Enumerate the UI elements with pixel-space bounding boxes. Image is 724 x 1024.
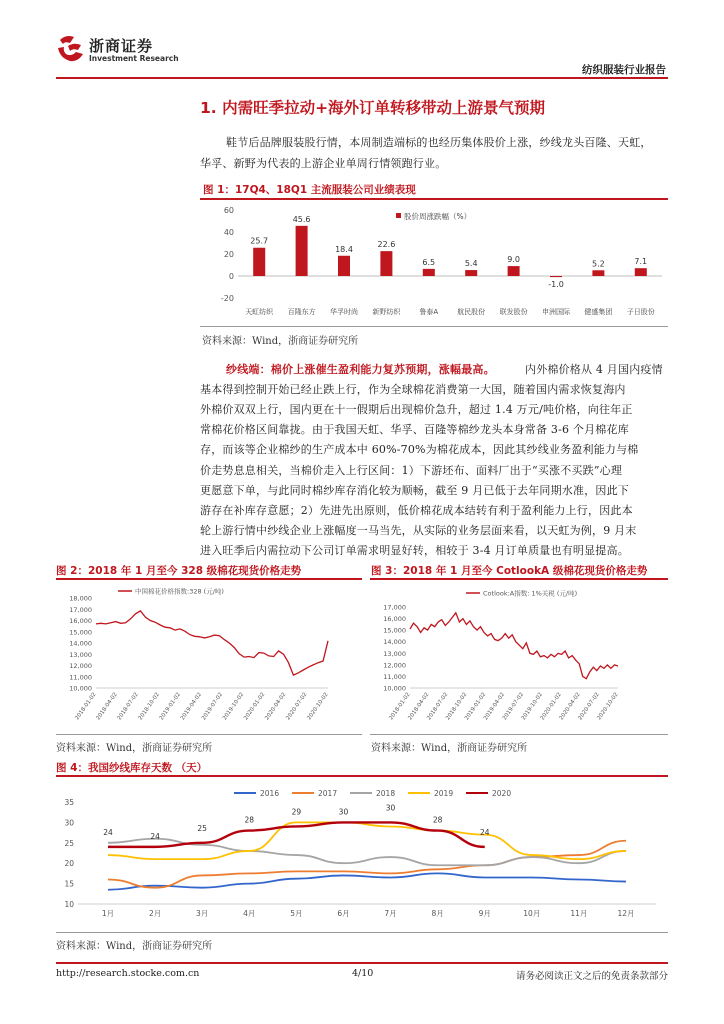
figure-4-bottom-rule: [56, 932, 668, 933]
bar-value-label: 5.4: [464, 259, 478, 269]
x-tick-label: 航民股份: [457, 308, 486, 316]
x-tick-label: 5月: [290, 909, 303, 918]
bar: [465, 270, 477, 276]
data-label: 30: [338, 807, 349, 817]
y-tick-label: 0: [228, 272, 234, 281]
body-line-9: 进入旺季后内需拉动下公司订单需求明显好转，相较于 3-4 月订单质量也有明显提高。: [200, 543, 629, 557]
x-tick-label: 2月: [148, 909, 162, 918]
x-tick-label: 2018-01-02: [388, 691, 412, 722]
y-tick-label: 17,000: [69, 605, 92, 614]
x-tick-label: 4月: [243, 909, 256, 918]
body-line-4: 存，而该等企业棉纱的生产成本中 60%-70%为棉花成本，因此其纱线业务盈利能力与棉: [200, 443, 639, 457]
footer-url[interactable]: http://research.stocke.com.cn: [56, 968, 200, 979]
y-tick-label: 12,000: [69, 662, 92, 670]
legend-label: Cotlook:A指数: 1%关税 (元/吨): [483, 589, 578, 598]
series-line-2017: [108, 841, 626, 888]
y-tick-label: 13,000: [383, 649, 406, 658]
x-tick-label: 9月: [478, 909, 491, 918]
y-tick-label: 11,000: [69, 673, 92, 682]
legend-label: 2019: [434, 789, 454, 798]
x-tick-label: 2019-04-02: [482, 691, 507, 722]
y-tick-label: 11,000: [383, 672, 406, 681]
y-tick-label: 17,000: [383, 603, 406, 612]
x-tick-label: 2018-01-02: [74, 691, 98, 722]
bar: [635, 268, 647, 276]
figure-2-title: 图 2：2018 年 1 月至今 328 级棉花现货价格走势: [56, 565, 302, 577]
x-tick-label: 联发股份: [499, 308, 528, 316]
y-tick-label: 60: [223, 206, 234, 215]
figure-2-bottom-rule: [56, 734, 362, 735]
x-tick-label: 7月: [384, 909, 397, 918]
line-chart-cotlook-a: [368, 584, 668, 734]
figure-3-source: 资料来源：Wind，浙商证券研究所: [371, 743, 528, 754]
bar-value-label: 7.1: [634, 257, 648, 267]
intro-line-2: 华孚、新野为代表的上游企业单周行情领跑行业。: [200, 157, 447, 170]
report-type: 纺织服装行业报告: [582, 64, 666, 76]
body-lead: [226, 360, 495, 380]
x-tick-label: 天虹纺织: [245, 308, 274, 316]
figure-4-title: 图 4：我国纱线库存天数 （天）: [56, 762, 208, 774]
y-tick-label: 10,000: [383, 684, 406, 693]
bar-value-label: 5.2: [592, 259, 605, 269]
logo-cn-text: 浙商证券: [89, 37, 154, 55]
data-label: 24: [150, 831, 160, 841]
bar-value-label: 6.5: [422, 257, 436, 267]
x-tick-label: 2019-10-02: [520, 691, 545, 722]
body-line-7: 游存在补库存意愿；2）先进先出原则，低价棉花成本结转有利于盈利能力上行，因此本: [200, 503, 633, 517]
figure-2-rule: [56, 578, 362, 580]
x-tick-label: 2020-04-02: [558, 691, 582, 722]
section-title: 1. 内需旺季拉动+海外订单转移带动上游景气预期: [200, 99, 546, 117]
data-label: 29: [291, 807, 302, 817]
body-line-1: 基本得到控制开始已经止跌上行，作为全球棉花消费第一大国，随着国内需求恢复海内: [200, 383, 626, 397]
body-line-8: 轮上游行情中纱线企业上涨幅度一马当先，从实际的业务层面来看，以天虹为例，9 月末: [200, 523, 637, 537]
bar: [423, 269, 435, 276]
x-tick-label: 6月: [337, 909, 350, 918]
x-tick-label: 3月: [196, 909, 209, 918]
data-label: 30: [385, 803, 396, 813]
y-tick-label: 14,000: [383, 638, 406, 647]
legend-label: 股价周涨跌幅（%）: [404, 212, 472, 221]
price-line: [96, 611, 328, 675]
figure-1-source: 资料来源：Wind，浙商证券研究所: [202, 336, 359, 347]
x-tick-label: 2019-07-02: [501, 691, 526, 722]
page-number: 4/10: [352, 968, 374, 979]
data-label: 28: [244, 815, 255, 825]
y-tick-label: 13,000: [69, 650, 92, 659]
bar-value-label: 9.0: [507, 255, 520, 265]
x-tick-label: 2018-10-02: [445, 691, 469, 722]
x-tick-label: 2019-10-02: [222, 691, 246, 722]
line-chart-328-cotton: [56, 584, 356, 734]
y-tick-label: 15: [64, 879, 74, 889]
series-line-2016: [108, 873, 626, 889]
price-line: [410, 613, 618, 679]
bar-value-label: 18.4: [335, 244, 353, 254]
data-label: 25: [197, 823, 207, 833]
y-tick-label: 30: [64, 818, 74, 828]
x-tick-label: 申洲国际: [542, 308, 570, 316]
x-tick-label: 百隆东方: [287, 308, 316, 316]
figure-3-title: 图 3：2018 年 1 月至今 CotlookA 级棉花现货价格走势: [371, 565, 648, 577]
figure-1-bottom-rule: [200, 326, 668, 327]
figure-3-rule: [370, 578, 668, 580]
body-lead-text: 纱线端：棉价上涨催生盈利能力复苏预期，涨幅最高。: [226, 363, 495, 376]
x-tick-label: 2020-01-02: [243, 691, 267, 722]
company-logo: [56, 34, 196, 66]
figure-2-source: 资料来源：Wind，浙商证券研究所: [56, 743, 213, 754]
intro-line-1: 鞋节后品牌服装股行情，本周制造端标的也经历集体股价上涨，纱线龙头百隆、天虹，: [226, 136, 652, 149]
x-tick-label: 2019-01-02: [464, 691, 488, 722]
y-tick-label: -20: [220, 294, 234, 303]
footer-rule: [56, 962, 668, 964]
line-chart-yarn-inventory: [56, 780, 668, 930]
x-tick-label: 鲁泰A: [419, 308, 439, 316]
bar: [253, 248, 265, 276]
body-line-5: 价走势息息相关，当棉价走入上行区间：1）下游坯布、面料厂出于“买涨不买跌”心理: [200, 463, 623, 477]
y-tick-label: 15,000: [69, 628, 92, 637]
x-tick-label: 2020-07-02: [285, 691, 309, 722]
legend-swatch: [396, 213, 401, 218]
x-tick-label: 11月: [570, 909, 588, 918]
x-tick-label: 2019-07-02: [200, 691, 225, 722]
bar: [592, 270, 604, 276]
x-tick-label: 10月: [523, 909, 541, 918]
x-tick-label: 2020-04-02: [264, 691, 288, 722]
body-line-2: 外棉价双双上行，国内更在十一假期后出现棉价急升，超过 1.4 万元/吨价格，向往年正: [200, 403, 633, 417]
footer-disclaimer: 请务必阅读正文之后的免责条款部分: [515, 971, 668, 982]
data-label: 24: [479, 827, 490, 837]
bar: [380, 251, 392, 276]
y-tick-label: 40: [223, 228, 234, 237]
x-tick-label: 2018-10-02: [137, 691, 161, 722]
header-rule: [56, 77, 668, 79]
x-tick-label: 8月: [431, 909, 444, 918]
x-tick-label: 健盛集团: [584, 308, 613, 316]
figure-4-source: 资料来源：Wind，浙商证券研究所: [56, 941, 213, 952]
y-tick-label: 20: [223, 250, 234, 259]
y-tick-label: 10,000: [69, 684, 92, 693]
figure-1-rule: [200, 198, 668, 200]
body-line-3: 常棉花价格区间靠拢。由于我国天虹、华孚、百隆等棉纱龙头本身常备 3-6 个月棉花库: [200, 423, 629, 437]
x-tick-label: 2018-04-02: [407, 691, 431, 722]
bar: [550, 276, 562, 277]
figure-4-rule: [56, 775, 668, 777]
x-tick-label: 2020-10-02: [596, 691, 620, 722]
x-tick-label: 新野纺织: [372, 308, 401, 316]
logo-mark-icon: [56, 34, 86, 64]
x-tick-label: 华孚时尚: [330, 308, 358, 316]
x-tick-label: 12月: [617, 909, 635, 918]
body-line-0: 内外棉价格从 4 月国内疫情: [525, 363, 663, 376]
data-label: 24: [103, 827, 113, 837]
x-tick-label: 2020-07-02: [577, 691, 601, 722]
y-tick-label: 35: [64, 798, 74, 807]
legend-label: 2018: [376, 789, 396, 798]
x-tick-label: 1月: [101, 909, 115, 918]
y-tick-label: 15,000: [383, 626, 406, 635]
y-tick-label: 14,000: [69, 639, 92, 648]
data-label: 28: [432, 815, 443, 825]
bar-value-label: -1.0: [548, 280, 564, 290]
bar-value-label: 22.6: [377, 240, 396, 250]
x-tick-label: 2018-07-02: [116, 691, 140, 722]
bar: [338, 256, 350, 276]
bar: [508, 266, 520, 276]
y-tick-label: 16,000: [69, 617, 92, 625]
body-line-6: 更愿意下单，与此同时棉纱库存消化较为顺畅，截至 9 月已低于去年同期水准，因此下: [200, 483, 629, 497]
series-line-2019: [108, 822, 626, 859]
y-tick-label: 12,000: [383, 661, 406, 670]
figure-3-bottom-rule: [370, 734, 668, 735]
y-tick-label: 10: [64, 900, 74, 909]
x-tick-label: 2020-01-02: [539, 691, 563, 722]
bar-value-label: 45.6: [292, 214, 311, 224]
x-tick-label: 子日股份: [626, 308, 655, 316]
series-line-2020: [108, 822, 485, 846]
x-tick-label: 2019-01-02: [158, 691, 183, 722]
y-tick-label: 18,000: [69, 594, 92, 603]
x-tick-label: 2020-10-02: [306, 691, 330, 722]
y-tick-label: 16,000: [383, 615, 406, 624]
x-tick-label: 2018-04-02: [95, 691, 119, 722]
bar-value-label: 25.7: [250, 236, 269, 246]
y-tick-label: 20: [64, 859, 74, 869]
legend-label: 中国棉花价格指数:328 (元/吨): [135, 587, 224, 596]
bar: [296, 226, 308, 276]
logo-en-text: Investment Research: [89, 54, 179, 63]
x-tick-label: 2018-07-02: [426, 691, 450, 722]
bar-chart: [200, 202, 670, 324]
y-tick-label: 25: [64, 838, 74, 848]
x-tick-label: 2019-04-02: [179, 691, 204, 722]
figure-1-title: 图 1：17Q4、18Q1 主流服装公司业绩表现: [203, 184, 416, 196]
legend-label: 2020: [492, 789, 512, 798]
legend-label: 2017: [318, 789, 338, 798]
legend-label: 2016: [260, 789, 280, 798]
